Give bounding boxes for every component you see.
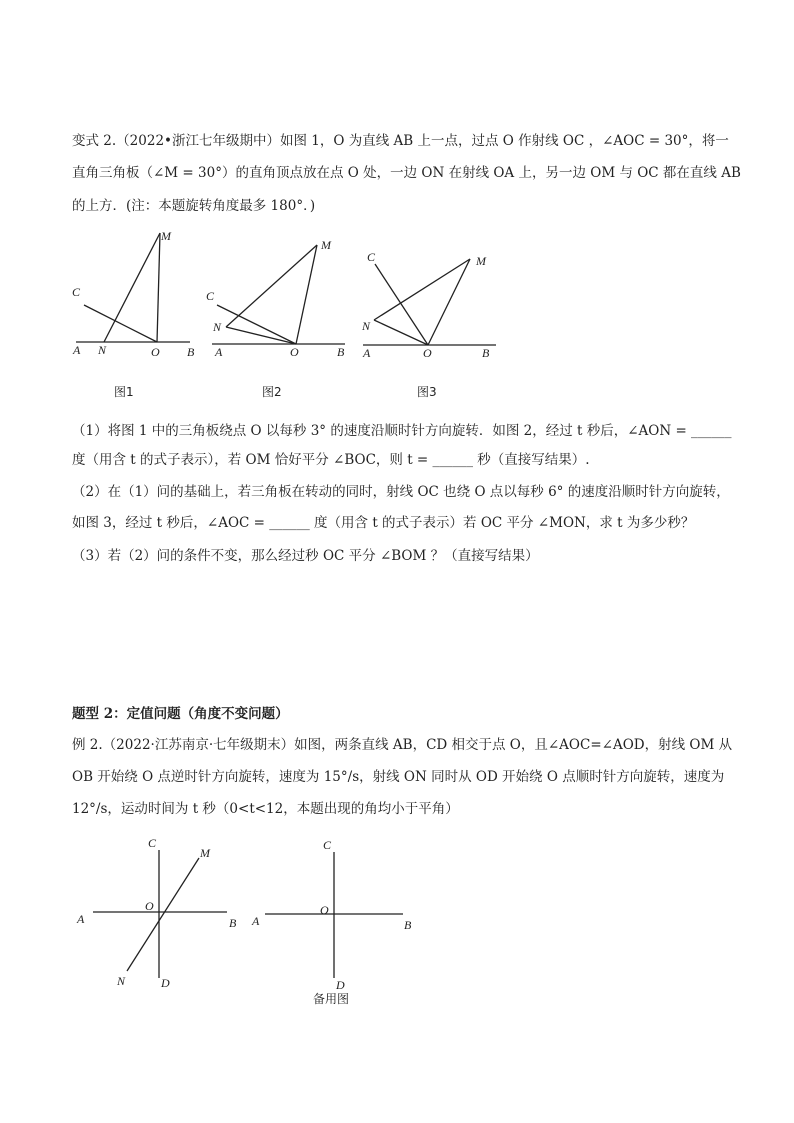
fig3-label-o: O bbox=[423, 346, 432, 360]
type2-heading: 题型 2：定值问题（角度不变问题） bbox=[72, 706, 289, 722]
fig2-caption: 图2 bbox=[262, 385, 282, 399]
example2-line1: 例 2.（2022·江苏南京·七年级期末）如图，两条直线 AB，CD 相交于点 O，且∠AOC=∠AOD，射线 OM 从 bbox=[72, 737, 733, 753]
ex2-label-o: O bbox=[145, 899, 154, 913]
question-1-line1: （1）将图 1 中的三角板绕点 O 以每秒 3° 的速度沿顺时针方向旋转．如图 2，经过 t 秒后，∠AON = ______ bbox=[72, 423, 732, 439]
ex2-label-b: B bbox=[229, 916, 237, 930]
ex2-label-n: N bbox=[117, 974, 126, 988]
fig1-label-n: N bbox=[98, 343, 107, 357]
fig1-label-m: M bbox=[161, 229, 171, 243]
fig1-label-o: O bbox=[151, 345, 160, 359]
variant2-intro-line3: 的上方．(注：本题旋转角度最多 180°．) bbox=[72, 198, 316, 214]
ex2-label-a: A bbox=[77, 912, 85, 926]
fig3-label-a: A bbox=[363, 346, 371, 360]
spare-label-b: B bbox=[404, 918, 412, 932]
fig3-label-m: M bbox=[476, 254, 486, 268]
fig2-label-a: A bbox=[215, 345, 223, 359]
question-2-line2: 如图 3，经过 t 秒后，∠AOC = ______ 度（用含 t 的式子表示）若 OC 平分 ∠MON，求 t 为多少秒？ bbox=[72, 515, 695, 531]
example2-spare-figure bbox=[251, 838, 412, 1006]
spare-label-c: C bbox=[323, 838, 332, 852]
fig2-label-c: C bbox=[206, 289, 215, 303]
fig1-label-a: A bbox=[73, 343, 81, 357]
spare-caption: 备用图 bbox=[313, 992, 350, 1006]
spare-label-a: A bbox=[252, 914, 260, 928]
ex2-label-m: M bbox=[200, 846, 210, 860]
question-3-line1: （3）若（2）问的条件不变，那么经过秒 OC 平分 ∠BOM ？（直接写结果） bbox=[72, 548, 539, 564]
example2-line3: 12°/s，运动时间为 t 秒（0<t<12，本题出现的角均小于平角） bbox=[72, 801, 459, 817]
fig1-label-b: B bbox=[187, 345, 195, 359]
fig3-label-b: B bbox=[482, 346, 490, 360]
example2-main-figure bbox=[76, 836, 237, 990]
fig2-label-o: O bbox=[290, 345, 299, 359]
ex2-label-d: D bbox=[161, 976, 170, 990]
variant2-intro-line2: 直角三角板（∠M = 30°）的直角顶点放在点 O 处，一边 ON 在射线 OA 上，另一边 OM 与 OC 都在直线 AB bbox=[72, 165, 741, 181]
fig2-label-b: B bbox=[337, 345, 345, 359]
spare-label-o: O bbox=[320, 903, 329, 917]
fig1-label-c: C bbox=[72, 285, 81, 299]
ex2-label-c: C bbox=[148, 836, 157, 850]
ex2-line-mn bbox=[127, 858, 199, 971]
fig1-caption: 图1 bbox=[114, 385, 134, 399]
fig2-label-n: N bbox=[213, 320, 222, 334]
fig3-label-c: C bbox=[367, 250, 376, 264]
fig3-label-n: N bbox=[362, 319, 371, 333]
fig3-caption: 图3 bbox=[417, 385, 437, 399]
example2-line2: OB 开始绕 O 点逆时针方向旋转，速度为 15°/s，射线 ON 同时从 OD 开始绕 O 点顺时针方向旋转，速度为 bbox=[72, 769, 725, 785]
fig2-label-m: M bbox=[321, 238, 331, 252]
variant2-intro-line1: 变式 2.（2022•浙江七年级期中）如图 1，O 为直线 AB 上一点，过点 O 作射线 OC ，∠AOC = 30°，将一 bbox=[72, 133, 729, 149]
spare-label-d: D bbox=[336, 978, 345, 992]
question-2-line1: （2）在（1）问的基础上，若三角板在转动的同时，射线 OC 也绕 O 点以每秒 6° 的速度沿顺时针方向旋转， bbox=[72, 484, 730, 500]
question-1-line2: 度（用含 t 的式子表示），若 OM 恰好平分 ∠BOC，则 t = ______ 秒（直接写结果）. bbox=[72, 452, 590, 468]
